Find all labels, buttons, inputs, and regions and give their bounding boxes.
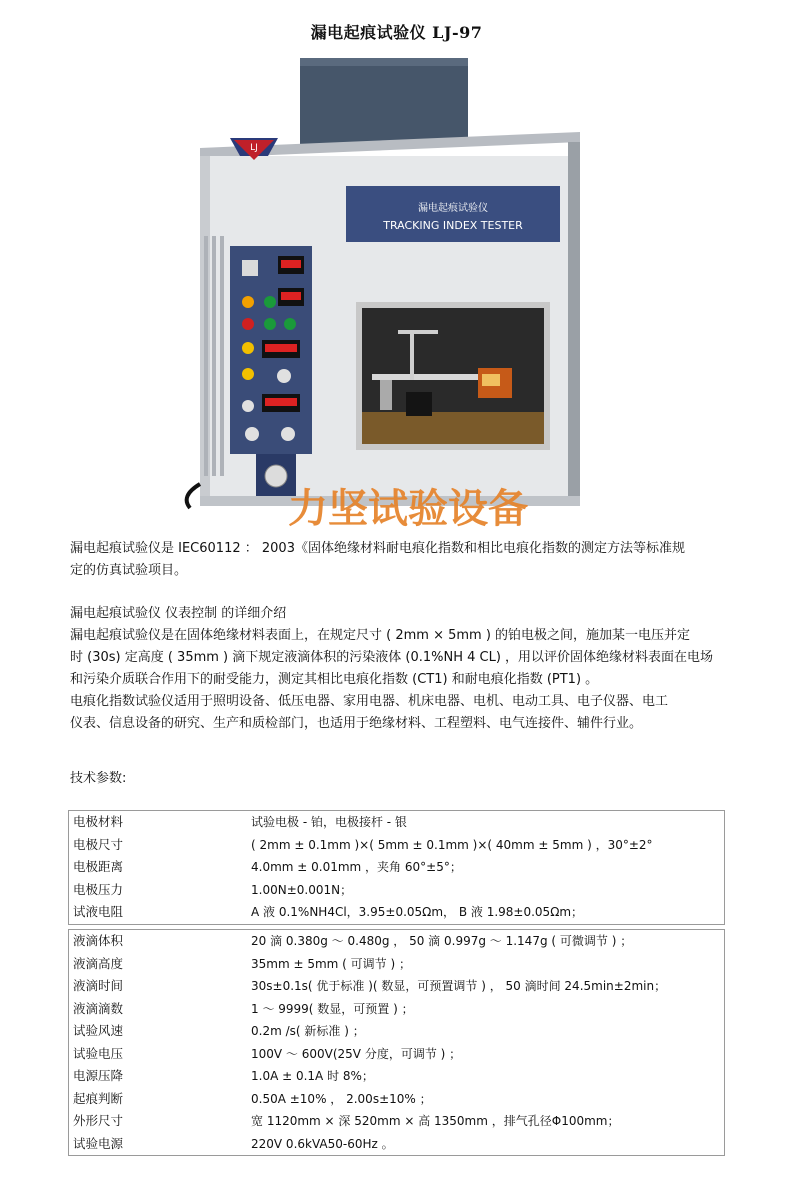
spec-value: 100V ～ 600V(25V 分度，可调节 ) ；	[251, 1046, 462, 1061]
spec-label: 试验风速	[73, 1023, 124, 1038]
spec-label: 起痕判断	[73, 1090, 124, 1106]
watermark-logo: 力坚试验设备	[288, 485, 528, 528]
table-row	[69, 930, 724, 953]
detail-heading: 漏电起痕试验仪 仪表控制 的详细介绍	[70, 606, 287, 621]
machine-title-cn: 漏电起痕试验仪	[418, 203, 488, 214]
page-title: 漏电起痕试验仪 LJ-97	[310, 23, 483, 42]
spec-value: 1 ～ 9999( 数显，可预置 ) ；	[251, 1001, 414, 1016]
spec-label: 试验电压	[73, 1045, 124, 1061]
spec-value: 35mm ± 5mm ( 可调节 ) ；	[251, 956, 411, 971]
spec-value: 20 滴 0.380g ～ 0.480g ， 50 滴 0.997g ～ 1.147g ( 可微调节 ) ；	[251, 934, 633, 948]
table-row	[69, 879, 724, 902]
table-row	[69, 975, 724, 998]
machine-title-en: TRACKING INDEX TESTER	[383, 219, 523, 232]
spec-label: 外形尺寸	[73, 1113, 124, 1128]
table-row	[69, 1043, 724, 1066]
spec-value: 30s±0.1s( 优于标准 )( 数显，可预置调节 ) ， 50 滴时间 24.5min±2min；	[251, 979, 667, 993]
spec-label: 试验电源	[73, 1135, 124, 1151]
specs-table-test	[68, 929, 725, 1156]
spec-value: 0.2m /s( 新标准 ) ；	[251, 1024, 365, 1038]
intro-line: 漏电起痕试验仪是 IEC60112 ： 2003《固体绝缘材料耐电痕化指数和相比电痕化指数的测定方法等标准规	[70, 541, 685, 556]
spec-label: 液滴高度	[73, 955, 124, 971]
table-row	[69, 953, 724, 976]
table-row	[69, 1133, 724, 1156]
detail-line: 电痕化指数试验仪适用于照明设备、低压电器、家用电器、机床电器、电机、电动工具、电子仪器、电工	[70, 694, 669, 709]
detail-line: 时 (30s) 定高度 ( 35mm ) 滴下规定液滴体积的污染液体 (0.1%NH 4 CL) ，用以评价固体绝缘材料表面在电场	[70, 650, 714, 665]
spec-value: 1.0A ± 0.1A 时 8%；	[251, 1069, 374, 1083]
brand-badge: LJ	[250, 143, 258, 153]
table-row	[69, 1020, 724, 1043]
product-photo	[160, 56, 622, 528]
detail-line: 漏电起痕试验仪是在固体绝缘材料表面上，在规定尺寸 ( 2mm × 5mm ) 的铂电极之间，施加某一电压并定	[70, 628, 691, 643]
table-row	[69, 1110, 724, 1133]
spec-value: 220V 0.6kVA50-60Hz 。	[251, 1136, 394, 1151]
table-row	[69, 998, 724, 1021]
table-row	[69, 834, 724, 857]
spec-label: 液滴滴数	[73, 1000, 124, 1016]
spec-value: ( 2mm ± 0.1mm )×( 5mm ± 0.1mm )×( 40mm ± 5mm ) ，30°±2°	[251, 837, 653, 852]
spec-label: 液滴体积	[73, 933, 124, 948]
spec-label: 电极距离	[73, 859, 124, 874]
spec-label: 电极压力	[73, 881, 124, 897]
spec-value: 宽 1120mm × 深 520mm × 高 1350mm ，排气孔径Φ100mm；	[251, 1114, 620, 1128]
tech-heading: 技术参数:	[70, 771, 127, 786]
detail-line: 和污染介质联合作用下的耐受能力，测定其相比电痕化指数 (CT1) 和耐电痕化指数 (PT1) 。	[70, 672, 599, 687]
intro-paragraph	[70, 538, 725, 582]
spec-label: 试液电阻	[73, 904, 124, 919]
detail-line: 仪表、信息设备的研究、生产和质检部门，也适用于绝缘材料、工程塑料、电气连接件、辅件行业。	[70, 716, 643, 731]
table-row	[69, 811, 724, 834]
spec-label: 电极尺寸	[73, 836, 124, 852]
table-row	[69, 1065, 724, 1088]
specs-table-electrode	[68, 810, 725, 925]
intro-line: 定的仿真试验项目。	[70, 563, 188, 578]
spec-value: 试验电极 - 铂，电极接杆 - 银	[251, 815, 407, 829]
spec-value: A 液 0.1%NH4Cl，3.95±0.05Ωm， B 液 1.98±0.05Ωm；	[251, 905, 584, 919]
spec-value: 1.00N±0.001N；	[251, 882, 353, 897]
spec-value: 4.0mm ± 0.01mm ，夹角 60°±5°；	[251, 860, 462, 874]
detail-section	[70, 603, 725, 735]
spec-label: 液滴时间	[73, 978, 124, 993]
table-row	[69, 1088, 724, 1111]
table-row	[69, 856, 724, 879]
tracking-tester-illustration	[160, 56, 622, 528]
spec-label: 电源压降	[73, 1068, 124, 1083]
spec-label: 电极材料	[73, 814, 124, 829]
table-row	[69, 901, 724, 924]
spec-value: 0.50A ±10% ， 2.00s±10% ；	[251, 1091, 432, 1106]
